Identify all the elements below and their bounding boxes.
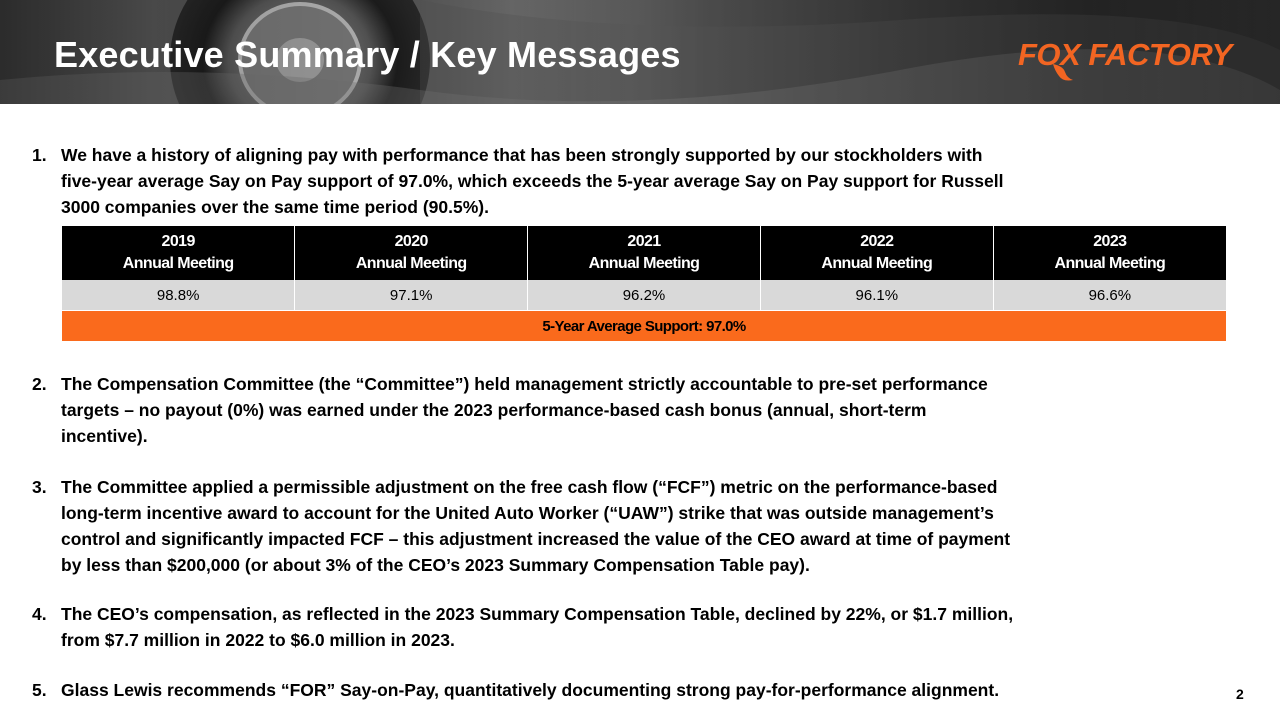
key-message-3 bbox=[32, 474, 1227, 578]
item-text-line: We have a history of aligning pay with performance that has been strongly supported by our stockholders with bbox=[61, 145, 983, 165]
item-text-line: The Committee applied a permissible adjustment on the free cash flow (“FCF”) metric on the performance-based bbox=[61, 477, 998, 497]
item-text-line: 3000 companies over the same time period (90.5%). bbox=[61, 197, 489, 217]
table-header-cell: 2023 Annual Meeting bbox=[993, 226, 1226, 280]
item-number: 1. bbox=[32, 145, 47, 165]
item-number: 2. bbox=[32, 374, 47, 394]
item-number: 4. bbox=[32, 604, 47, 624]
logo-text: FOX FACTORY bbox=[1018, 37, 1232, 72]
say-on-pay-table bbox=[62, 226, 1226, 341]
item-text-line: targets – no payout (0%) was earned under the 2023 performance-based cash bonus (annual, short-term bbox=[61, 400, 927, 420]
average-support-cell: 5-Year Average Support: 97.0% bbox=[62, 311, 1226, 342]
item-number: 5. bbox=[32, 680, 47, 700]
table-header-cell: 2020 Annual Meeting bbox=[295, 226, 528, 280]
table-cell: 97.1% bbox=[295, 280, 528, 311]
table-cell: 96.6% bbox=[993, 280, 1226, 311]
item-text-line: from $7.7 million in 2022 to $6.0 million in 2023. bbox=[61, 630, 455, 650]
table-header-row bbox=[62, 226, 1226, 280]
item-text-line: by less than $200,000 (or about 3% of the CEO’s 2023 Summary Compensation Table pay). bbox=[61, 555, 810, 575]
item-text-line: control and significantly impacted FCF – this adjustment increased the value of the CEO award at time of payment bbox=[61, 529, 1011, 549]
item-text-line: five-year average Say on Pay support of 97.0%, which exceeds the 5-year average Say on Pay support for Russell bbox=[61, 171, 1004, 191]
key-message-1 bbox=[32, 142, 1227, 220]
item-text-line: The CEO’s compensation, as reflected in the 2023 Summary Compensation Table, declined by 22%, or $1.7 million, bbox=[61, 604, 1014, 624]
table-cell: 96.1% bbox=[760, 280, 993, 311]
table-cell: 98.8% bbox=[62, 280, 295, 311]
table-header-cell: 2022 Annual Meeting bbox=[760, 226, 993, 280]
key-message-4 bbox=[32, 601, 1227, 653]
item-number: 3. bbox=[32, 477, 47, 497]
page-number: 2 bbox=[1236, 686, 1244, 702]
table-header-cell: 2021 Annual Meeting bbox=[528, 226, 761, 280]
item-text-line: incentive). bbox=[61, 426, 148, 446]
key-message-5 bbox=[32, 677, 1227, 703]
item-text-line: The Compensation Committee (the “Committee”) held management strictly accountable to pre-set performance bbox=[61, 374, 988, 394]
item-text-line: long-term incentive award to account for the United Auto Worker (“UAW”) strike that was outside management’s bbox=[61, 503, 994, 523]
average-row bbox=[62, 311, 1226, 342]
table-header-cell: 2019 Annual Meeting bbox=[62, 226, 295, 280]
table-cell: 96.2% bbox=[528, 280, 761, 311]
key-message-2 bbox=[32, 371, 1227, 449]
item-text-line: Glass Lewis recommends “FOR” Say-on-Pay, quantitatively documenting strong pay-for-performance alignment. bbox=[61, 680, 1000, 700]
table-row bbox=[62, 280, 1226, 311]
page-title: Executive Summary / Key Messages bbox=[54, 34, 681, 75]
